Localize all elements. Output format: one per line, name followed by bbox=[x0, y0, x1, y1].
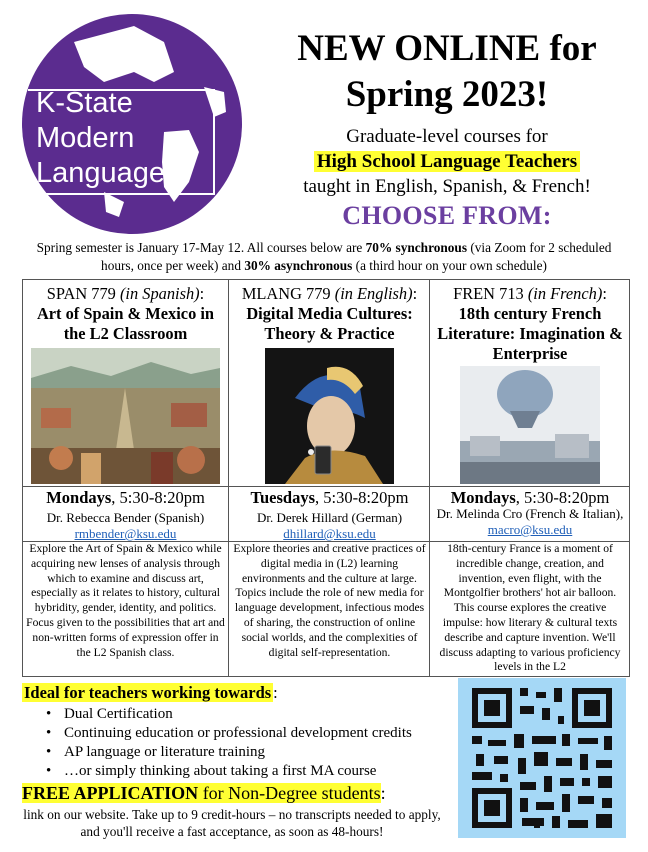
course-description: Explore the Art of Spain & Mexico while acquiring new lenses of analysis through which to examine and discuss art, especially as it relates to history, cultural hybridity, gender, identity, and politics. Focus given to the possibilities that art and non-written forms of expression offer in the L2 Spanish class. bbox=[26, 542, 225, 659]
course-span-779 bbox=[23, 280, 228, 676]
list-item: • …or simply thinking about taking a first MA course bbox=[46, 762, 412, 781]
k-state-modern-languages-logo bbox=[14, 12, 246, 242]
application-info: link on our website. Take up to 9 credit-hours – no transcripts needed to apply, and you'll receive a fast acceptance, as soon as 48-hours! bbox=[23, 807, 441, 839]
instructor-email-link[interactable]: rmbender@ksu.edu bbox=[74, 526, 177, 541]
course-mlang-779 bbox=[228, 280, 430, 676]
course-schedule: Tuesdays, 5:30-8:20pm bbox=[250, 488, 409, 507]
course-title: SPAN 779 (in Spanish): Art of Spain & Mexico in the L2 Classroom bbox=[36, 284, 215, 343]
course-schedule: Mondays, 5:30-8:20pm bbox=[46, 488, 205, 507]
course-description: 18th-century France is a moment of incredible change, creation, and invention, even flight, with the Montgolfier brothers' hot air balloon. This course explores the creative impulse: how literary & cultural texts describe and capture invention. We'll discuss adapting to various proficiency levels in the L2 bbox=[439, 542, 621, 674]
subtitle: Graduate-level courses for High School Language Teachers taught in English, Spanish, & French! bbox=[303, 126, 591, 197]
instructor: Dr. Derek Hillard (German) bbox=[256, 510, 403, 525]
list-item: • AP language or literature training bbox=[46, 743, 412, 762]
instructor-email-link[interactable]: macro@ksu.edu bbox=[487, 522, 573, 537]
qr-code[interactable] bbox=[458, 678, 626, 838]
course-table bbox=[22, 279, 630, 677]
highlight-audience: High School Language Teachers bbox=[314, 151, 580, 172]
course-description: Explore theories and creative practices of digital media in (L2) learning environments and the culture at large. Topics include the role of new media for language development, infectious modes of sharing, the construction of online social worlds, and the complexities of digital self-representation. bbox=[233, 542, 426, 659]
course-fren-713 bbox=[429, 280, 630, 676]
list-item: • Continuing education or professional development credits bbox=[46, 724, 412, 743]
mural-image bbox=[31, 348, 220, 484]
instructor: Dr. Rebecca Bender (Spanish) bbox=[46, 510, 205, 525]
ideal-list bbox=[46, 705, 412, 781]
logo-text-languages: Languages bbox=[36, 157, 180, 189]
instructor-email-link[interactable]: dhillard@ksu.edu bbox=[283, 526, 376, 541]
free-application-heading: FREE APPLICATION for Non-Degree students: bbox=[22, 783, 386, 803]
hot-air-balloon-image bbox=[460, 366, 600, 484]
semester-intro: Spring semester is January 17-May 12. All courses below are 70% synchronous (via Zoom for 2 scheduled hours, once per week) and 30% asynchronous (a third hour on your own schedule) bbox=[36, 240, 612, 273]
logo-text-modern: Modern bbox=[36, 122, 135, 154]
course-title: FREN 713 (in French): 18th century French Literature: Imagination & Enterprise bbox=[437, 284, 623, 363]
pearl-earring-phone-image bbox=[265, 348, 394, 484]
logo-text-kstate: K-State bbox=[36, 87, 133, 119]
course-schedule: Mondays, 5:30-8:20pm bbox=[450, 488, 610, 507]
ideal-heading: Ideal for teachers working towards : bbox=[24, 683, 278, 702]
instructor: Dr. Melinda Cro (French & Italian), macro@ksu.edu bbox=[436, 506, 624, 537]
course-title: MLANG 779 (in English): Digital Media Cultures: Theory & Practice bbox=[241, 284, 418, 343]
list-item: • Dual Certification bbox=[46, 705, 412, 724]
choose-heading: CHOOSE FROM: bbox=[342, 201, 552, 230]
headline: NEW ONLINE for Spring 2023! bbox=[297, 28, 597, 115]
